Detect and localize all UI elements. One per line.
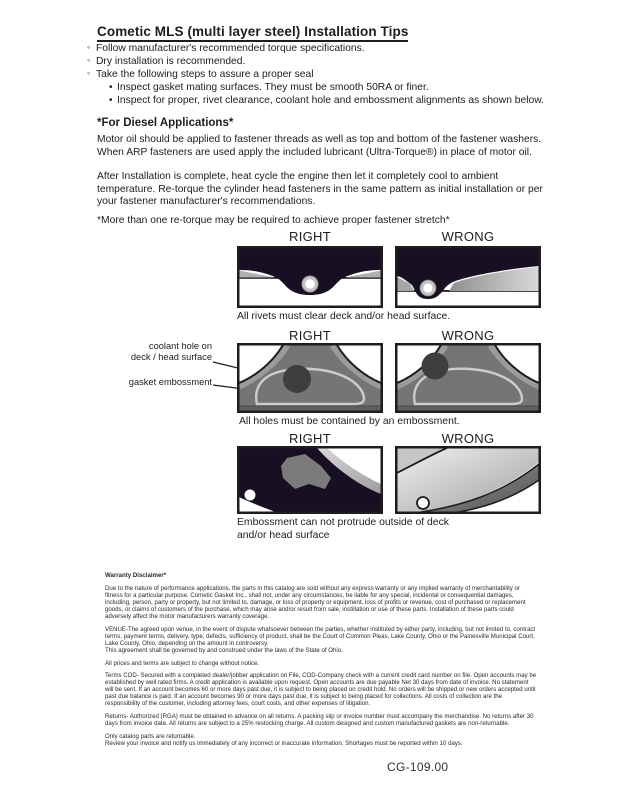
bullet-marker: • [109, 82, 113, 93]
gasket-embossment-annotation: gasket embossment [128, 377, 212, 387]
bullet-marker: ◦ [87, 55, 91, 65]
diesel-heading: *For Diesel Applications* [97, 117, 234, 129]
warranty-disclaimer [105, 573, 537, 754]
tip-text: Take the following steps to assure a proper seal [96, 69, 314, 80]
installation-tips-list [87, 42, 544, 107]
list-item [87, 81, 544, 94]
warranty-paragraph: Review your invoice and notify us immediately of any incorrect or inaccurate information. Shortages must be reported within 10 days. [105, 739, 463, 747]
embossment-wrong-diagram [395, 446, 541, 514]
warranty-paragraph: Only catalog parts are returnable. [105, 732, 196, 740]
warranty-paragraph: All prices and terms are subject to change without notice. [105, 659, 260, 667]
warranty-paragraph: Due to the nature of performance applications, the parts in this catalog are sold without any express warranty or any implied warranty of merchantability or fitness for a particular purpose. Cometic Gasket Inc., shall not, under any circumstances, be liable for any special, incidental or consequential damages, including, person, party or property, but not limited to, damage, or loss of property or equipment, loss of profits or revenue, cost of purchased or replacement goods, or claims of customers of the purchase, which may arise and/or result from sale, instillation or use of these parts. Installation of these parts could adversely affect the motor manufacturers warranty coverage. [105, 585, 526, 621]
warranty-paragraph: This agreement shall be governed by and construed under the laws of the State of Ohio. [105, 646, 343, 654]
tip-text: Dry installation is recommended. [96, 56, 246, 67]
right-label: RIGHT [289, 328, 331, 343]
tip-text: Inspect gasket mating surfaces. They must be smooth 50RA or finer. [117, 82, 429, 93]
retorque-note: *More than one re-torque may be required to achieve proper fastener stretch* [97, 215, 450, 226]
warranty-paragraph: VENUE-The agreed upon venue, in the event of dispute whatsoever between the parties, whether instituted by either party, including, but not limited to, contract terms, payment terms, delivery, type, defects, sufficiency of product, shall be the Court of Common Pleas, Lake County, Ohio or the Painesville Municipal Court, Lake County, Ohio, depending on the amount in controversy. [105, 625, 536, 647]
warranty-paragraph: Terms COD- Secured with a completed dealer/jobber application on File, COD-Company check with a current credit card number on file. Open accounts may be established by well rated firms. A credit application is available upon request. Open accounts are due payable Net 30 days from date of invoice. No statement will be sent. If an account becomes 60 or more days past due, it is subject to being placed on credit hold. No orders will be shipped or new orders accepted until past due balance is paid. If an account becomes 90 or more days past due, it is subject to being placed for collections. All costs of collection are the responsibility of the customer, including attorney fees, court costs, and other expenses of litigation. [105, 672, 537, 708]
list-item [87, 42, 544, 55]
diesel-paragraph-1: Motor oil should be applied to fastener threads as well as top and bottom of the fastener washers. When ARP fasteners are used apply the included lubricant (Ultra-Torque®) in place of motor oil. [97, 134, 542, 158]
bullet-marker: ◦ [87, 42, 91, 52]
warranty-heading: Warranty Disclaimer* [105, 572, 167, 579]
warranty-paragraph: Returns- Authorized (RGA) must be obtained in advance on all returns. A packing slip or invoice number must accompany the merchandise. No returns after 30 days from invoice date. All returns are subject to a 25% restocking charge. All custom designed and custom manufactured gaskets are non-returnable. [105, 713, 534, 727]
list-item [87, 68, 544, 81]
coolant-hole-wrong-diagram [395, 343, 541, 413]
coolant-hole-right-diagram [237, 343, 383, 413]
wrong-label: WRONG [441, 328, 495, 343]
embossment-right-diagram [237, 446, 383, 514]
bullet-marker: • [109, 95, 113, 106]
page-title: Cometic MLS (multi layer steel) Installation Tips [97, 24, 408, 42]
rivets-caption: All rivets must clear deck and/or head surface. [237, 311, 451, 322]
emboss-caption: Embossment can not protrude outside of deck and/or head surface [237, 517, 449, 541]
list-item [87, 55, 544, 68]
wrong-label: WRONG [441, 431, 495, 446]
coolant-hole-annotation: coolant hole on deck / head surface [130, 341, 212, 362]
tip-text: Inspect for proper, rivet clearance, coolant hole and embossment alignments as shown below. [117, 95, 544, 106]
rivet-wrong-diagram [395, 246, 541, 308]
rivet-right-diagram [237, 246, 383, 308]
diesel-paragraph-2: After Installation is complete, heat cycle the engine then let it completely cool to ambient temperature. Re-torque the cylinder head fasteners in the same pattern as initial installation or per your fastener manufacturer's recommendations. [97, 171, 543, 208]
tip-text: Follow manufacturer's recommended torque specifications. [96, 43, 365, 54]
wrong-label: WRONG [441, 229, 495, 244]
list-item [87, 94, 544, 107]
holes-caption: All holes must be contained by an embossment. [239, 416, 460, 427]
right-label: RIGHT [289, 229, 331, 244]
right-label: RIGHT [289, 431, 331, 446]
bullet-marker: ◦ [87, 68, 91, 78]
page-number: CG-109.00 [387, 760, 449, 774]
